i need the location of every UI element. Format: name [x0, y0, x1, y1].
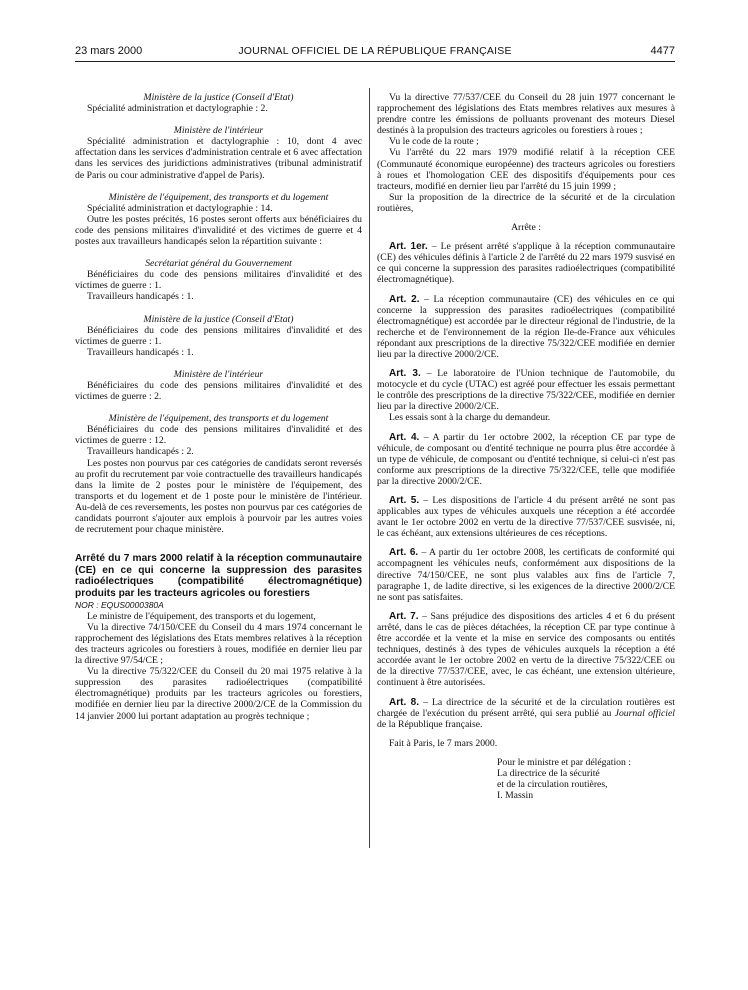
date-line: Fait à Paris, le 7 mars 2000.	[389, 737, 498, 749]
right-column	[377, 92, 675, 801]
article-label: Art. 1er.	[389, 241, 428, 253]
paragraph: Bénéficiaires du code des pensions militaires d'invalidité et des victimes de guerre : 12.	[75, 424, 362, 447]
ministry-heading: Ministère de l'équipement, des transports et du logement	[108, 413, 329, 425]
paragraph: Bénéficiaires du code des pensions militaires d'invalidité et des victimes de guerre : 1.	[75, 324, 362, 347]
header-rule	[75, 61, 675, 62]
article-7	[377, 611, 675, 689]
article-text: – A partir du 1er octobre 2002, la réception CE par type de véhicule, de composant ou d'entité technique ne pourra plus être accordée à un type de véhicule, de composant ou d'entité technique, si celui-ci n'est pas conforme aux prescriptions de la directive 75/322/CEE, telle que modifiée par la directive 2000/2/CE.	[377, 431, 675, 487]
signatory-name: I. Massin	[497, 790, 534, 802]
article-text: – La directrice de la sécurité et de la circulation routières est chargée de l'exécution du présent arrêté, qui sera publié au	[377, 696, 675, 719]
paragraph: Vu la directive 77/537/CEE du Conseil du 28 juin 1977 concernant le rapprochement des législations des Etats membres relatives aux mesures à prendre contre les émissions de polluants provenant des moteurs Diesel destinés à la propulsion des tracteurs agricoles ou forestiers à roues ;	[377, 92, 675, 137]
signature-line: Pour le ministre et par délégation :	[497, 756, 631, 768]
article-4	[377, 432, 675, 487]
journal-title: JOURNAL OFFICIEL DE LA RÉPUBLIQUE FRANÇAISE	[238, 45, 512, 57]
ministry-heading: Ministère de l'intérieur	[173, 125, 264, 137]
paragraph: Sur la proposition de la directrice de la sécurité et de la circulation routières,	[377, 191, 675, 214]
header-date: 23 mars 2000	[75, 45, 143, 57]
article-label: Art. 5.	[389, 495, 420, 506]
article-text: – A partir du 1er octobre 2008, les certificats de conformité qui accompagnent les véhicules neufs, conformément aux dispositions de la directive 74/150/CEE, ne sont plus valables aux fins de l'article 7, paragraphe 1, de ladite directive, si les exigences de la directive 2000/2/CE ne sont pas satisfaites.	[377, 547, 675, 603]
arrete-title: Arrêté du 7 mars 2000 relatif à la réception communautaire (CE) en ce qui concerne la suppression des parasites radioélectriques (compatibilité électromagnétique) produits par les tracteurs agricoles ou forestiers	[75, 553, 362, 599]
article-8	[377, 697, 675, 730]
article-label: Art. 2.	[389, 293, 420, 305]
article-label: Art. 7.	[389, 610, 419, 622]
paragraph: Outre les postes précités, 16 postes seront offerts aux bénéficiaires du code des pensions militaires d'invalidité et des victimes de guerre et 4 postes aux travailleurs handicapés selon la répartition suivante :	[75, 213, 362, 248]
paragraph: Les essais sont à la charge du demandeur.	[389, 412, 551, 424]
nor-reference: NOR : EQUS0000380A	[75, 599, 164, 610]
signature-line: La directrice de la sécurité	[497, 767, 600, 779]
left-column	[75, 92, 362, 722]
article-6	[377, 547, 675, 602]
article-label: Art. 4.	[389, 431, 420, 443]
article-3	[377, 368, 675, 412]
paragraph: Bénéficiaires du code des pensions militaires d'invalidité et des victimes de guerre : 2.	[75, 379, 362, 403]
article-1	[377, 241, 675, 285]
article-5	[377, 495, 675, 539]
page-number: 4477	[650, 45, 675, 57]
page-header	[75, 45, 675, 59]
article-text: de la République française.	[377, 718, 483, 730]
paragraph: Travailleurs handicapés : 1.	[87, 291, 194, 303]
paragraph: Travailleurs handicapés : 1.	[87, 346, 194, 358]
ministry-heading: Ministère de l'intérieur	[173, 368, 264, 380]
paragraph: Vu la directive 74/150/CEE du Conseil du 4 mars 1974 concernant le rapprochement des législations des Etats membres relatives à la réception des tracteurs agricoles ou forestiers à roues, modifiée en dernier lieu par la directive 97/54/CE ;	[75, 621, 362, 667]
arrete-label: Arrête :	[511, 222, 541, 234]
ministry-heading: Ministère de l'équipement, des transports et du logement	[108, 191, 329, 203]
ministry-heading: Ministère de la justice (Conseil d'Etat)	[143, 313, 294, 325]
paragraph: Vu le code de la route ;	[389, 136, 479, 148]
signature-line: et de la circulation routières,	[497, 779, 608, 791]
article-label: Art. 6.	[389, 547, 419, 559]
ministry-heading: Ministère de la justice (Conseil d'Etat)	[143, 92, 294, 103]
paragraph: Vu l'arrêté du 22 mars 1979 modifié relatif à la réception CEE (Communauté économique européenne) des tracteurs agricoles ou forestiers à roues et l'homologation CEE des dispositifs d'équipements pour ces tracteurs, modifié en dernier lieu par l'arrêté du 15 juin 1999 ;	[377, 147, 675, 192]
paragraph: Spécialité administration et dactylographie : 14.	[87, 202, 273, 214]
article-label: Art. 8.	[389, 696, 419, 708]
paragraph: Spécialité administration et dactylographie : 10, dont 4 avec affectation dans les services d'administration centrale et 6 avec affectation dans les services des juridictions administratives (tribunal administratif de Paris ou cour administrative d'appel de Paris).	[75, 136, 362, 181]
paragraph: Travailleurs handicapés : 2.	[87, 446, 194, 458]
paragraph: Le ministre de l'équipement, des transports et du logement,	[87, 610, 316, 622]
article-2	[377, 294, 675, 361]
article-text: – Le laboratoire de l'Union technique de l'automobile, du motocycle et du cycle (UTAC) est agréé pour effectuer les essais permettant le contrôle des prescriptions de la directive 75/322/CEE, modifiée en dernier lieu par la directive 2000/2/CE.	[377, 368, 676, 413]
article-label: Art. 3.	[389, 368, 421, 380]
article-text: – Le présent arrêté s'applique à la réception communautaire (CE) des véhicules définis à l'article 2 de l'arrêté du 22 mars 1979 susvisé en ce qui concerne la suppression des parasites radioélectriques (compatibilité électromagnétique).	[377, 241, 675, 286]
ministry-heading: Secrétariat général du Gouvernement	[145, 258, 292, 270]
article-text: – Les dispositions de l'article 4 du présent arrêté ne sont pas applicables aux types de véhicules auxquels une réception a été accordée avant le 1er octobre 2002 en vertu de la directive 77/537/CEE susvisée, ni, le cas échéant, aux extensions ultérieures de ces réceptions.	[377, 495, 675, 540]
signature-block	[497, 757, 675, 801]
article-text: – Sans préjudice des dispositions des articles 4 et 6 du présent arrêté, dans le cas de pièces détachées, la réception CE par type continue à être accordée et la vente et la mise en service des composants ou entités techniques, destinés à des types de véhicules auxquels la réception a été accordée avant le 1er octobre 2002 en vertu de la directive 75/322/CEE ou de la directive 77/537/CEE, avec, le cas échéant, une extension ultérieure, continuent à être autorisées.	[377, 610, 675, 689]
article-text: – La réception communautaire (CE) des véhicules en ce qui concerne la suppression des parasites radioélectriques (compatibilité électromagnétique) est accordée par le directeur régional de l'industrie, de la recherche et de l'environnement de la région Ile-de-France aux véhicules répondant aux prescriptions de la directive 75/322/CEE modifiée en dernier lieu par la directive 2000/2/CE.	[377, 293, 676, 360]
paragraph: Spécialité administration et dactylographie : 2.	[87, 103, 268, 115]
paragraph: Les postes non pourvus par ces catégories de candidats seront reversés au profit du recrutement par voie contractuelle des travailleurs handicapés dans la limite de 2 postes pour le ministère de l'équipement, des transports et du logement et de 1 poste pour le ministère de l'intérieur. Au-delà de ces reversements, les postes non pourvus par ces catégories de candidats pourront s'ajouter aux emplois à pourvoir par les autres voies de recrutement pour chaque ministère.	[75, 457, 363, 536]
journal-reference: Journal officiel	[614, 707, 675, 719]
column-divider	[369, 88, 370, 848]
paragraph: Vu la directive 75/322/CEE du Conseil du 20 mai 1975 relative à la suppression des parasites radioélectriques (compatibilité électromagnétique) produits par les tracteurs agricoles ou forestiers, modifiée en dernier lieu par la directive 2000/2/CE de la Commission du 14 janvier 2000 lui portant adaptation au progrès technique ;	[75, 666, 362, 722]
paragraph: Bénéficiaires du code des pensions militaires d'invalidité et des victimes de guerre : 1.	[75, 269, 362, 292]
